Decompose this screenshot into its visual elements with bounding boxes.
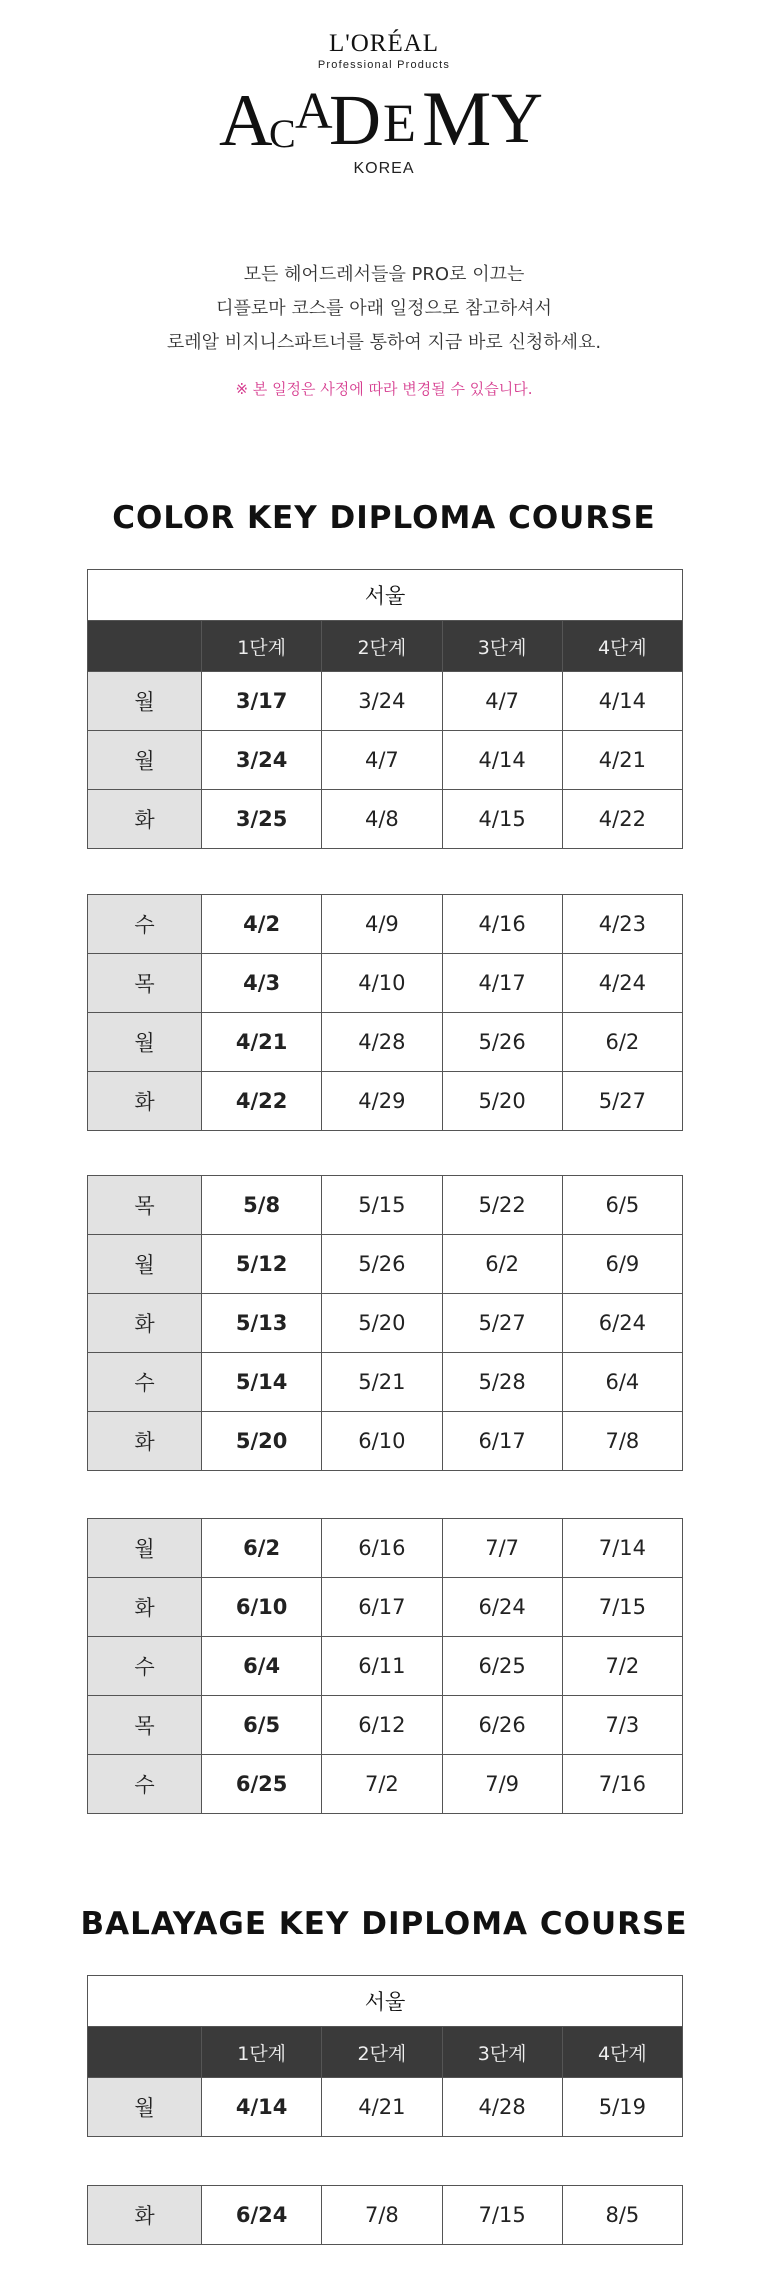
stage-date: 7/16 bbox=[562, 1755, 682, 1814]
balayage-course-title: BALAYAGE KEY DIPLOMA COURSE bbox=[80, 1906, 688, 1942]
stage-date: 4/7 bbox=[442, 672, 562, 731]
academy-logo bbox=[0, 30, 768, 178]
weekday-cell: 월 bbox=[88, 1235, 202, 1294]
stage1-date: 4/22 bbox=[202, 1072, 322, 1131]
stage-date: 7/15 bbox=[442, 2186, 562, 2245]
stage1-date: 4/14 bbox=[202, 2078, 322, 2137]
stage-date: 6/17 bbox=[322, 1578, 442, 1637]
stage-date: 6/9 bbox=[562, 1235, 682, 1294]
weekday-cell: 월 bbox=[88, 672, 202, 731]
stage1-date: 4/2 bbox=[202, 895, 322, 954]
stage-date: 4/22 bbox=[562, 790, 682, 849]
stage-date: 5/28 bbox=[442, 1353, 562, 1412]
stage-date: 4/28 bbox=[442, 2078, 562, 2137]
table-row bbox=[88, 954, 683, 1013]
stage-date: 6/2 bbox=[442, 1235, 562, 1294]
weekday-cell: 월 bbox=[88, 1013, 202, 1072]
header-cell: 1단계 bbox=[202, 2027, 322, 2078]
table-row bbox=[88, 672, 683, 731]
stage1-date: 6/25 bbox=[202, 1755, 322, 1814]
stage1-date: 6/2 bbox=[202, 1519, 322, 1578]
weekday-cell: 수 bbox=[88, 1637, 202, 1696]
stage1-date: 4/3 bbox=[202, 954, 322, 1013]
table-row bbox=[88, 2186, 683, 2245]
header-cell: 1단계 bbox=[202, 621, 322, 672]
intro-line: 디플로마 코스를 아래 일정으로 참고하셔서 bbox=[216, 298, 552, 319]
header-cell: 3단계 bbox=[442, 2027, 562, 2078]
balayage-schedule-table-2 bbox=[87, 2185, 683, 2245]
table-row bbox=[88, 2078, 683, 2137]
stage-date: 6/25 bbox=[442, 1637, 562, 1696]
weekday-cell: 화 bbox=[88, 2186, 202, 2245]
stage-date: 6/5 bbox=[562, 1176, 682, 1235]
table-row bbox=[88, 1013, 683, 1072]
stage-date: 4/15 bbox=[442, 790, 562, 849]
weekday-cell: 월 bbox=[88, 1519, 202, 1578]
stage-date: 5/26 bbox=[322, 1235, 442, 1294]
color-schedule-table-3 bbox=[87, 1175, 683, 1471]
color-schedule-table-1 bbox=[87, 569, 683, 849]
brand-name: L'ORÉAL bbox=[328, 30, 440, 57]
table-row bbox=[88, 1235, 683, 1294]
table-row bbox=[88, 1578, 683, 1637]
stage-date: 5/26 bbox=[442, 1013, 562, 1072]
stage-date: 7/3 bbox=[562, 1696, 682, 1755]
stage1-date: 6/4 bbox=[202, 1637, 322, 1696]
stage1-date: 5/14 bbox=[202, 1353, 322, 1412]
schedule-notice: ※ 본 일정은 사정에 따라 변경될 수 있습니다. bbox=[235, 380, 533, 398]
balayage-schedule-table-1 bbox=[87, 1975, 683, 2137]
stage-date: 6/16 bbox=[322, 1519, 442, 1578]
weekday-cell: 월 bbox=[88, 731, 202, 790]
table-row bbox=[88, 1412, 683, 1471]
stage1-date: 3/25 bbox=[202, 790, 322, 849]
table-row bbox=[88, 731, 683, 790]
table-row bbox=[88, 1755, 683, 1814]
stage-date: 5/27 bbox=[562, 1072, 682, 1131]
stage-date: 5/15 bbox=[322, 1176, 442, 1235]
stage1-date: 3/17 bbox=[202, 672, 322, 731]
intro-line: 모든 헤어드레서들을 PRO로 이끄는 bbox=[243, 264, 525, 285]
stage-date: 7/2 bbox=[322, 1755, 442, 1814]
stage-date: 6/2 bbox=[562, 1013, 682, 1072]
stage-date: 5/19 bbox=[562, 2078, 682, 2137]
stage-date: 7/7 bbox=[442, 1519, 562, 1578]
stage-date: 7/2 bbox=[562, 1637, 682, 1696]
stage-date: 7/9 bbox=[442, 1755, 562, 1814]
color-schedule-table-2 bbox=[87, 894, 683, 1131]
stage-date: 5/20 bbox=[322, 1294, 442, 1353]
stage-date: 7/8 bbox=[322, 2186, 442, 2245]
academy-wordmark: A C A D E M Y bbox=[219, 75, 543, 162]
country-label: KOREA bbox=[353, 160, 415, 177]
stage1-date: 5/20 bbox=[202, 1412, 322, 1471]
color-course-title: COLOR KEY DIPLOMA COURSE bbox=[112, 500, 656, 536]
intro-text bbox=[0, 258, 768, 360]
stage-date: 4/17 bbox=[442, 954, 562, 1013]
stage-date: 3/24 bbox=[322, 672, 442, 731]
brand-subtitle: Professional Products bbox=[317, 59, 451, 71]
table-row bbox=[88, 895, 683, 954]
weekday-cell: 목 bbox=[88, 954, 202, 1013]
stage-date: 4/14 bbox=[562, 672, 682, 731]
weekday-cell: 목 bbox=[88, 1176, 202, 1235]
city-label: 서울 bbox=[88, 570, 683, 621]
weekday-cell: 수 bbox=[88, 895, 202, 954]
stage-date: 6/17 bbox=[442, 1412, 562, 1471]
stage1-date: 4/21 bbox=[202, 1013, 322, 1072]
stage-date: 5/21 bbox=[322, 1353, 442, 1412]
stage-date: 4/9 bbox=[322, 895, 442, 954]
stage-date: 4/16 bbox=[442, 895, 562, 954]
stage-date: 8/5 bbox=[562, 2186, 682, 2245]
stage-date: 4/8 bbox=[322, 790, 442, 849]
stage-date: 6/12 bbox=[322, 1696, 442, 1755]
table-row bbox=[88, 1294, 683, 1353]
stage-date: 4/21 bbox=[562, 731, 682, 790]
weekday-cell: 화 bbox=[88, 790, 202, 849]
table-row bbox=[88, 1519, 683, 1578]
stage-date: 7/14 bbox=[562, 1519, 682, 1578]
header-cell: 2단계 bbox=[322, 2027, 442, 2078]
weekday-cell: 화 bbox=[88, 1412, 202, 1471]
stage-date: 6/24 bbox=[442, 1578, 562, 1637]
stage-date: 5/22 bbox=[442, 1176, 562, 1235]
stage1-date: 5/8 bbox=[202, 1176, 322, 1235]
weekday-cell: 목 bbox=[88, 1696, 202, 1755]
stage1-date: 5/12 bbox=[202, 1235, 322, 1294]
stage-date: 4/14 bbox=[442, 731, 562, 790]
stage-date: 6/4 bbox=[562, 1353, 682, 1412]
table-row bbox=[88, 1696, 683, 1755]
stage1-date: 6/24 bbox=[202, 2186, 322, 2245]
stage-date: 4/7 bbox=[322, 731, 442, 790]
stage-date: 6/11 bbox=[322, 1637, 442, 1696]
stage-date: 4/24 bbox=[562, 954, 682, 1013]
header-cell: 4단계 bbox=[562, 2027, 682, 2078]
table-row bbox=[88, 790, 683, 849]
table-row bbox=[88, 1637, 683, 1696]
stage-date: 6/26 bbox=[442, 1696, 562, 1755]
header-cell bbox=[88, 621, 202, 672]
table-row bbox=[88, 1072, 683, 1131]
header-cell bbox=[88, 2027, 202, 2078]
stage-date: 4/21 bbox=[322, 2078, 442, 2137]
city-label: 서울 bbox=[88, 1976, 683, 2027]
intro-line: 로레알 비지니스파트너를 통하여 지금 바로 신청하세요. bbox=[166, 332, 602, 353]
stage-date: 4/29 bbox=[322, 1072, 442, 1131]
stage-date: 4/10 bbox=[322, 954, 442, 1013]
stage-date: 4/28 bbox=[322, 1013, 442, 1072]
stage1-date: 5/13 bbox=[202, 1294, 322, 1353]
stage-date: 4/23 bbox=[562, 895, 682, 954]
weekday-cell: 화 bbox=[88, 1578, 202, 1637]
weekday-cell: 월 bbox=[88, 2078, 202, 2137]
stage-date: 7/15 bbox=[562, 1578, 682, 1637]
color-schedule-table-4 bbox=[87, 1518, 683, 1814]
stage-date: 6/10 bbox=[322, 1412, 442, 1471]
weekday-cell: 화 bbox=[88, 1294, 202, 1353]
stage1-date: 6/5 bbox=[202, 1696, 322, 1755]
stage-date: 7/8 bbox=[562, 1412, 682, 1471]
stage1-date: 6/10 bbox=[202, 1578, 322, 1637]
stage-date: 5/27 bbox=[442, 1294, 562, 1353]
table-row bbox=[88, 1353, 683, 1412]
header-cell: 3단계 bbox=[442, 621, 562, 672]
stage-date: 5/20 bbox=[442, 1072, 562, 1131]
stage1-date: 3/24 bbox=[202, 731, 322, 790]
header-cell: 4단계 bbox=[562, 621, 682, 672]
stage-date: 6/24 bbox=[562, 1294, 682, 1353]
weekday-cell: 수 bbox=[88, 1353, 202, 1412]
weekday-cell: 수 bbox=[88, 1755, 202, 1814]
table-row bbox=[88, 1176, 683, 1235]
header-cell: 2단계 bbox=[322, 621, 442, 672]
weekday-cell: 화 bbox=[88, 1072, 202, 1131]
